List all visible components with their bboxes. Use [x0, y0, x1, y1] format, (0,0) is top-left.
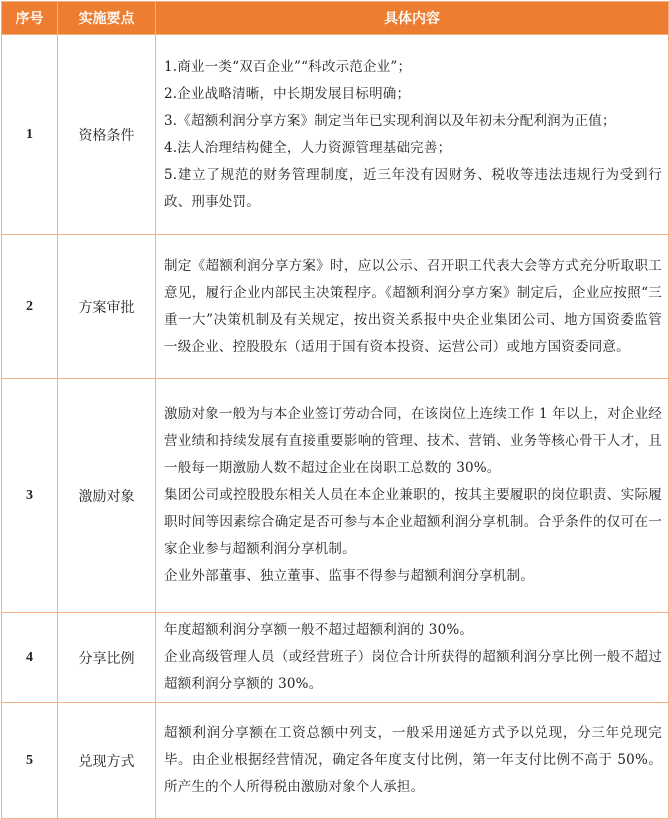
- row-number: 5: [2, 703, 58, 819]
- row-number: 1: [2, 35, 58, 235]
- row-content: [156, 35, 669, 235]
- header-no: 序号: [2, 2, 58, 35]
- content-line: 集团公司或控股股东相关人员在本企业兼职的，按其主要履职的岗位职责、实际履职时间等因素综合确定是否可参与本企业超额利润分享机制。合乎条件的仅可在一家企业参与超额利润分享机制。: [164, 487, 662, 557]
- content-line: 4.法人治理结构健全，人力资源管理基础完善；: [164, 139, 452, 156]
- table-row: [2, 703, 669, 819]
- row-content: [156, 235, 669, 379]
- table-row: [2, 613, 669, 703]
- content-line: 激励对象一般为与本企业签订劳动合同，在该岗位上连续工作 1 年以上，对企业经营业绩和持续发展有直接重要影响的管理、技术、营销、业务等核心骨干人才，且一般每一期激励人数不超过企业在岗职工总数的 30%。: [164, 406, 662, 476]
- row-number: 3: [2, 379, 58, 613]
- row-number: 2: [2, 235, 58, 379]
- content-line: 5.建立了规范的财务管理制度，近三年没有因财务、税收等违法违规行为受到行政、刑事处罚。: [164, 166, 662, 210]
- row-content: [156, 613, 669, 703]
- content-line: 1.商业一类“双百企业”“科改示范企业”；: [164, 58, 412, 75]
- header-key: 实施要点: [58, 2, 156, 35]
- row-key: 方案审批: [58, 235, 156, 379]
- header-row: [2, 2, 669, 35]
- header-content: 具体内容: [156, 2, 669, 35]
- content-line: 超额利润分享额在工资总额中列支，一般采用递延方式予以兑现，分三年兑现完毕。由企业根据经营情况，确定各年度支付比例，第一年支付比例不高于 50%。所产生的个人所得税由激励对象个人承担。: [164, 725, 662, 795]
- content-line: 制定《超额利润分享方案》时，应以公示、召开职工代表大会等方式充分听取职工意见，履行企业内部民主决策程序。《超额利润分享方案》制定后，企业应按照“三重一大”决策机制及有关规定，按出资关系报中央企业集团公司、地方国资委监管一级企业、控股股东（适用于国有资本投资、运营公司）或地方国资委同意。: [164, 257, 662, 355]
- policy-table: [1, 1, 669, 819]
- content-line: 企业外部董事、独立董事、监事不得参与超额利润分享机制。: [164, 568, 534, 584]
- table-row: [2, 235, 669, 379]
- content-line: 3.《超额利润分享方案》制定当年已实现利润以及年初未分配利润为正值；: [164, 112, 616, 129]
- row-number: 4: [2, 613, 58, 703]
- row-content: [156, 703, 669, 819]
- content-line: 年度超额利润分享额一般不超过超额利润的 30%。: [164, 622, 474, 638]
- content-line: 2.企业战略清晰，中长期发展目标明确；: [164, 85, 411, 102]
- table-row: [2, 35, 669, 235]
- row-key: 激励对象: [58, 379, 156, 613]
- row-key: 分享比例: [58, 613, 156, 703]
- row-content: [156, 379, 669, 613]
- content-line: 企业高级管理人员（或经营班子）岗位合计所获得的超额利润分享比例一般不超过超额利润分享额的 30%。: [164, 649, 662, 692]
- table-row: [2, 379, 669, 613]
- row-key: 兑现方式: [58, 703, 156, 819]
- row-key: 资格条件: [58, 35, 156, 235]
